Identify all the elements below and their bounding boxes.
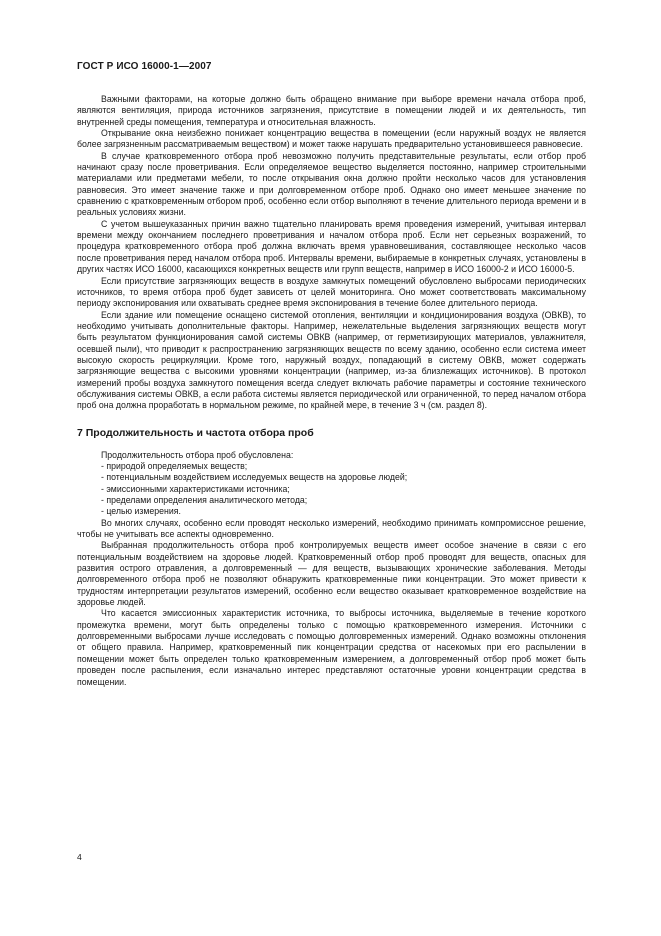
- list-item: - потенциальным воздействием исследуемых веществ на здоровье людей;: [101, 472, 408, 483]
- paragraph: Что касается эмиссионных характеристик источника, то выбросы источника, выделяемые в течение короткого промежутка времени, могут быть определены только с помощью кратковременного измерения. Источники с долговременными выбросами лучше исследовать с помощью долговременных измерений. Однако возможны отклонения от общего правила. Например, кратковременный пик концентрации средства от насекомых при его распылении в помещении может быть определен только кратковременным измерением, а долговременный отбор проб может быть проведен после распыления, если изначально интерес представляют остаточные уровни концентрации средства в помещении.: [77, 608, 586, 687]
- paragraph: Если присутствие загрязняющих веществ в воздухе замкнутых помещений обусловлено выбросами периодических источников, то время отбора проб будет зависеть от целей мониторинга. Оно может соответствовать максимальному периоду экспонирования или охватывать среднее время экспонирования в течение более длительного периода.: [77, 275, 586, 309]
- list-item: - эмиссионными характеристиками источника;: [101, 483, 290, 494]
- list-item: - пределами определения аналитического метода;: [101, 495, 308, 505]
- page-number: 4: [77, 852, 82, 862]
- section-intro: Продолжительность отбора проб обусловлена:: [101, 449, 294, 460]
- paragraph: Открывание окна неизбежно понижает концентрацию вещества в помещении (если наружный воздух не является более загрязненным рассматриваемым веществом) и может также нарушать предварительно установившееся равновесие.: [77, 128, 586, 150]
- list-item: - целью измерения.: [101, 506, 181, 517]
- paragraph: Если здание или помещение оснащено системой отопления, вентиляции и кондиционирования воздуха (ОВКВ), то необходимо учитывать дополнительные факторы. Например, нежелательные выделения загрязняющих веществ могут быть результатом функционирования самой системы ОВКВ (например, от герметизирующих материалов, увлажнителя, осевшей пыли), что приводит к распространению загрязняющих веществ по всему зданию, особенно если система имеет высокую скорость рециркуляции. Кроме того, наружный воздух, попадающий в систему ОВКВ, может содержать загрязняющие вещества с высокими уровнями концентрации (например, из-за близлежащих источников). В протокол измерений пробы воздуха замкнутого помещения всегда следует включать рабочие параметры и состояние технического обслуживания системы ОВКВ, а если работа системы является периодической или ограниченной, то перед началом отбора проб она должна проработать в нормальном режиме, по крайней мере, в течение 3 ч (см. раздел 8).: [77, 309, 586, 411]
- paragraph: Выбранная продолжительность отбора проб контролируемых веществ имеет особое значение в связи с его потенциальным воздействием на здоровье людей. Кратковременный отбор проб проводят для веществ, опасных для развития острого отравления, а долговременный — для веществ, вызывающих хронические заболевания. Методы долговременного отбора проб не позволяют обнаружить кратковременные пики концентрации. Это может привести к трудностям интерпретации результатов измерений, особенно если вещество оказывает кратковременное воздействие на здоровье людей.: [77, 540, 586, 608]
- paragraph: Важными факторами, на которые должно быть обращено внимание при выборе времени начала отбора проб, являются вентиляция, природа источников загрязнения, присутствие в помещении людей и их деятельность, тип внутренней среды помещения, температура и относительная влажность.: [77, 94, 586, 127]
- document-header: ГОСТ Р ИСО 16000-1—2007: [77, 61, 212, 72]
- paragraph: Во многих случаях, особенно если проводят несколько измерений, необходимо принимать компромиссное решение, чтобы не учитывать все аспекты одновременно.: [77, 517, 586, 540]
- paragraph: В случае кратковременного отбора проб невозможно получить представительные результаты, если отбор проб начинают сразу после проветривания. Если определяемое вещество выделяется постоянно, например строительными материалами или предметами мебели, то после открывания окна должно пройти несколько часов для установления равновесия. Это имеет значение также и при долговременном отборе проб. Однако оно имеет меньшее значение по сравнению с кратковременным отбором проб, особенно если отбор выполняют в течение длительного периода времени и в реальных условиях жизни.: [77, 150, 586, 218]
- section-heading: 7 Продолжительность и частота отбора проб: [77, 426, 314, 439]
- paragraph: С учетом вышеуказанных причин важно тщательно планировать время проведения измерений, учитывая интервал времени между окончанием последнего проветривания и началом отбора проб. Если нет серьезных возражений, то процедура кратковременного отбора проб должна включать время уравновешивания, составляющее несколько часов после проветривания перед началом отбора проб. Интервалы времени, выбираемые в конкретных случаях, установлены в других частях ИСО 16000, касающихся конкретных веществ или групп веществ, например в ИСО 16000-2 и ИСО 16000-5.: [77, 218, 586, 275]
- requirements-list: [77, 461, 586, 518]
- list-item: - природой определяемых веществ;: [101, 460, 248, 471]
- document-body: [77, 94, 586, 688]
